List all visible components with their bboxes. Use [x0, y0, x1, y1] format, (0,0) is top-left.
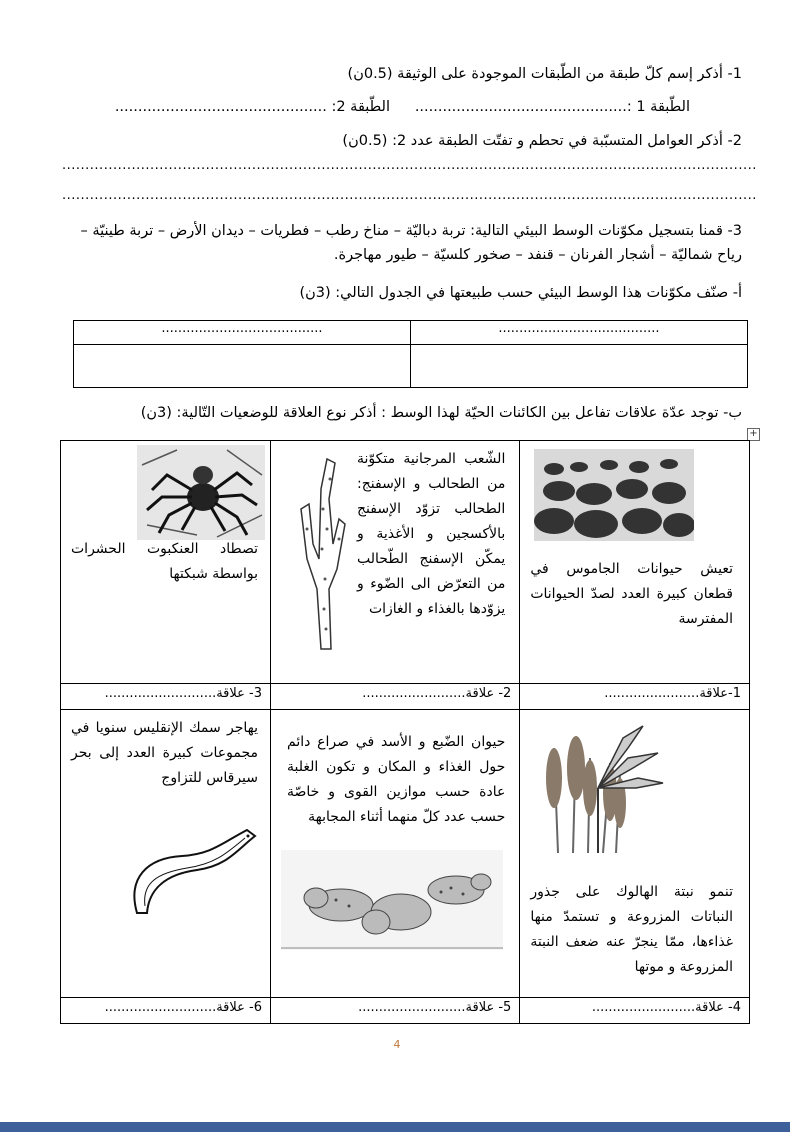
- buffalo-herd-image: [534, 449, 694, 541]
- q2-text: 2- أذكر العوامل المتسبّبة في تحطم و تفتّت الطبقة عدد 2: (0.5ن): [342, 133, 742, 149]
- table-cell-left[interactable]: [74, 345, 411, 388]
- orobanche-plant-image: [528, 718, 668, 858]
- situation-1-text: تعيش حيوانات الجاموس في قطعان كبيرة العدد لصدّ الحيوانات المفترسة: [530, 561, 733, 627]
- situation-4-cell: [520, 710, 750, 998]
- situation-5-cell: [271, 710, 520, 998]
- q2-dots-2: ......................................................................................................................................................: [62, 188, 757, 203]
- table-move-icon[interactable]: +: [747, 428, 760, 441]
- q1-layer1: الطّبقة 1 :..............................................: [414, 99, 690, 115]
- q3-text: 3- قمنا بتسجيل مكوّنات الوسط البيئي التالية: تربة دباليّة – مناخ رطب – فطريات – ديدان الأرض – تربة طينيّة – رياح شماليّة – أشجار الفرنان – قنفد – صخور كلسيّة – طيور مهاجرة.: [80, 223, 742, 263]
- answer-3[interactable]: 3- علاقة...........................: [61, 684, 271, 710]
- situation-3-cell: [61, 441, 271, 684]
- eel-image: [127, 818, 267, 918]
- q1-text: 1- أذكر إسم كلّ طبقة من الطّبقات الموجودة على الوثيقة (0.5ن): [347, 66, 742, 82]
- hyena-lion-image: [281, 850, 503, 950]
- table-header-left: .......................................: [74, 321, 411, 345]
- q1-layer2: الطّبقة 2: ..............................................: [114, 99, 390, 115]
- situation-3-text: تصطاد العنكبوت الحشرات بواسطة شبكتها: [71, 541, 259, 582]
- situation-4-text: تنمو نبتة الهالوك على جذور النباتات المزروعة و تستمدّ منها غذاءها، ممّا ينجرّ عنه ضعف النبتة المزروعة و موتها: [530, 884, 733, 975]
- q2-dots-1: ......................................................................................................................................................: [62, 158, 757, 173]
- situation-6-cell: [61, 710, 271, 998]
- classification-table: [73, 320, 748, 388]
- situation-5-text: حيوان الضّبع و الأسد في صراع دائم حول الغذاء و المكان و تكون الغلبة عادة حسب موازين القوى و خاصّة حسب عدد كلّ منهما أثناء المجابهة: [287, 734, 506, 825]
- spider-image: [137, 445, 265, 540]
- situation-6-text: يهاجر سمك الإنقليس سنويا في مجموعات كبيرة العدد إلى بحر سيرقاس للتزاوج: [71, 720, 259, 786]
- answer-5[interactable]: 5- علاقة..........................: [271, 998, 520, 1024]
- table-header-right: .......................................: [411, 321, 748, 345]
- answer-6[interactable]: 6- علاقة...........................: [61, 998, 271, 1024]
- coral-image: [295, 449, 347, 654]
- footer-bar: [0, 1122, 790, 1132]
- answer-2[interactable]: 2- علاقة.........................: [271, 684, 520, 710]
- table-cell-right[interactable]: [411, 345, 748, 388]
- answer-4[interactable]: 4- علاقة.........................: [520, 998, 750, 1024]
- situations-table: [60, 440, 750, 1024]
- answer-1[interactable]: 1-علاقة.......................: [520, 684, 750, 710]
- situation-1-cell: [520, 441, 750, 684]
- situation-2-cell: [271, 441, 520, 684]
- q3a-text: أ- صنّف مكوّنات هذا الوسط البيئي حسب طبيعتها في الجدول التالي: (3ن): [299, 285, 742, 301]
- q3b-text: ب- توجد عدّة علاقات تفاعل بين الكائنات الحيّة لهذا الوسط : أذكر نوع العلاقة للوضعيات التّالية: (3ن): [140, 405, 742, 421]
- situation-2-text: الشّعب المرجانية متكوّنة من الطحالب و الإسفنج: الطحالب تزوّد الإسفنج بالأكسجين و الأغذية و يمكّن الإسفنج الطّحالب من التعرّض الى الضّوء و يزوّدها بالغذاء و الغازات: [357, 451, 506, 617]
- page-number: 4: [393, 1038, 401, 1051]
